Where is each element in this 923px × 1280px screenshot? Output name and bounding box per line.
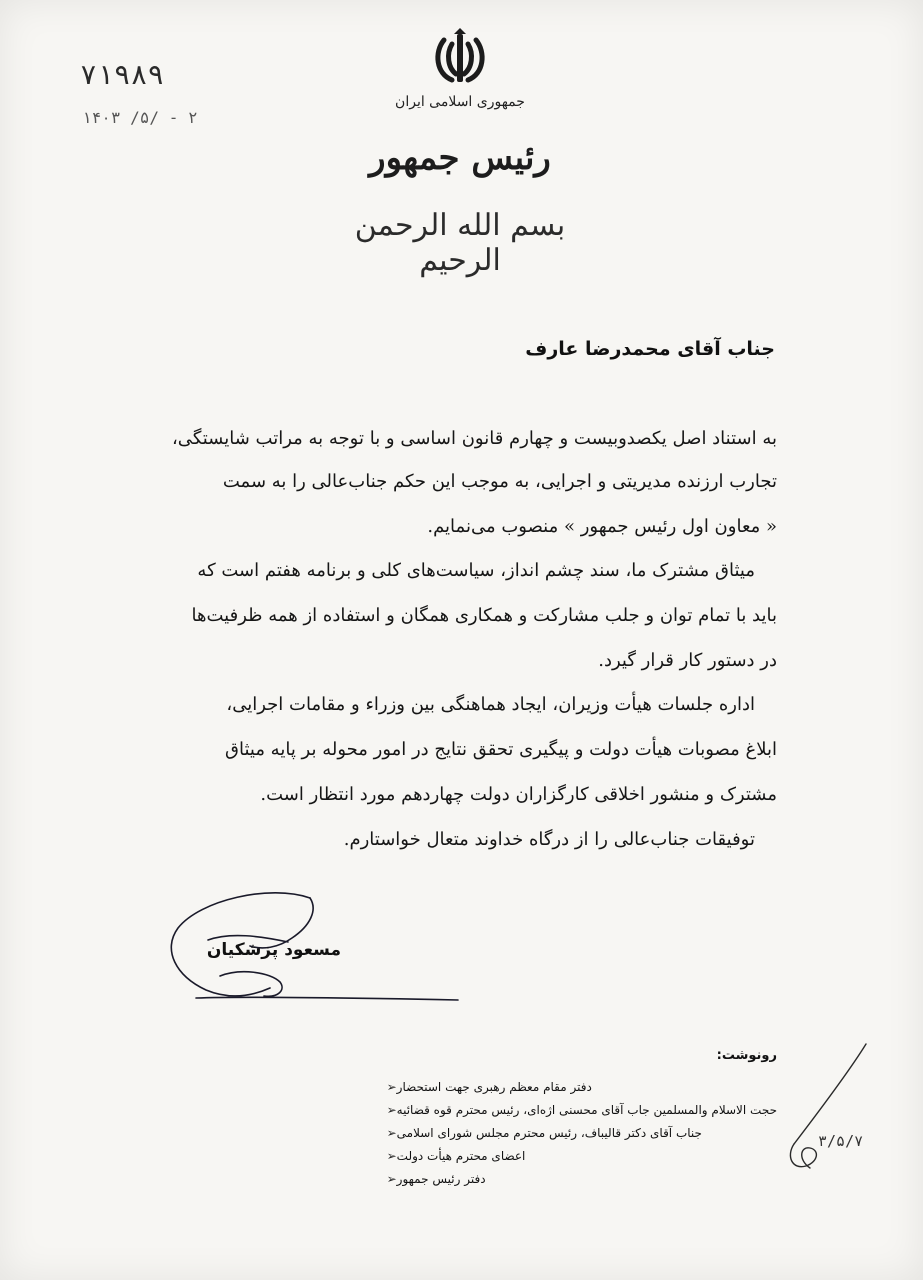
- body-line: تجارب ارزنده مدیریتی و اجرایی، به موجب این حکم جناب‌عالی را به سمت: [222, 471, 777, 492]
- body-line: اداره جلسات هیأت وزیران، ایجاد هماهنگی بین وزراء و مقامات اجرایی،: [226, 694, 755, 715]
- cc-item-text: دفتر رئیس جمهور: [396, 1171, 486, 1186]
- body-line: باید با تمام توان و جلب مشارکت و همکاری همگان و استفاده از همه ظرفیت‌ها: [191, 605, 777, 626]
- body-line: در دستور کار قرار گیرد.: [598, 650, 777, 671]
- cc-title: رونوشت:: [716, 1048, 777, 1063]
- check-chevron-icon: ➢: [386, 1125, 397, 1140]
- body-line: میثاق مشترک ما، سند چشم انداز، سیاست‌های کلی و برنامه هفتم است که: [197, 560, 755, 581]
- body-line: ابلاغ مصوبات هیأت دولت و پیگیری تحقق نتایج در امور محوله بر پایه میثاق: [225, 739, 777, 760]
- office-title: رئیس جمهور: [369, 138, 551, 178]
- country-name: جمهوری اسلامی ایران: [395, 94, 525, 110]
- letter-body: [147, 430, 777, 870]
- body-line: توفیقات جناب‌عالی را از درگاه خداوند متعال خواستارم.: [343, 829, 755, 850]
- list-item: [377, 1075, 777, 1098]
- check-chevron-icon: ➢: [386, 1102, 397, 1117]
- reference-date: ۱۴۰۳ /۵/ - ۲: [82, 108, 198, 127]
- signatory-name: مسعود پزشکیان: [206, 940, 341, 960]
- list-item: [377, 1144, 777, 1167]
- iran-emblem-icon: [430, 28, 490, 88]
- recipient: جناب آقای محمدرضا عارف: [525, 338, 775, 360]
- list-item: [377, 1098, 777, 1121]
- initial-scribble: [780, 1040, 870, 1180]
- check-chevron-icon: ➢: [386, 1171, 397, 1186]
- cc-item-text: جناب آقای دکتر قالیباف، رئیس محترم مجلس شورای اسلامی: [396, 1125, 702, 1140]
- body-line: مشترک و منشور اخلاقی کارگزاران دولت چهاردهم مورد انتظار است.: [260, 784, 777, 805]
- body-line: « معاون اول رئیس جمهور » منصوب می‌نمایم.: [427, 516, 777, 537]
- check-chevron-icon: ➢: [386, 1079, 397, 1094]
- reference-number: ۷۱۹۸۹: [80, 58, 165, 91]
- cc-item-text: اعضای محترم هیأت دولت: [396, 1148, 526, 1163]
- check-chevron-icon: ➢: [386, 1148, 397, 1163]
- body-line: به استناد اصل یکصدوبیست و چهارم قانون اساسی و با توجه به مراتب شایستگی،: [172, 428, 777, 449]
- cc-list: [377, 1075, 777, 1190]
- basmala: بسم الله الرحمن الرحیم: [354, 208, 566, 278]
- cc-item-text: حجت الاسلام والمسلمین جاب آقای محسنی اژه‌ای، رئیس محترم قوه قضائیه: [396, 1102, 777, 1117]
- list-item: [377, 1121, 777, 1144]
- list-item: [377, 1167, 777, 1190]
- initial-date: ۳/۵/۷: [818, 1132, 864, 1150]
- cc-item-text: دفتر مقام معظم رهبری جهت استحضار: [396, 1079, 592, 1094]
